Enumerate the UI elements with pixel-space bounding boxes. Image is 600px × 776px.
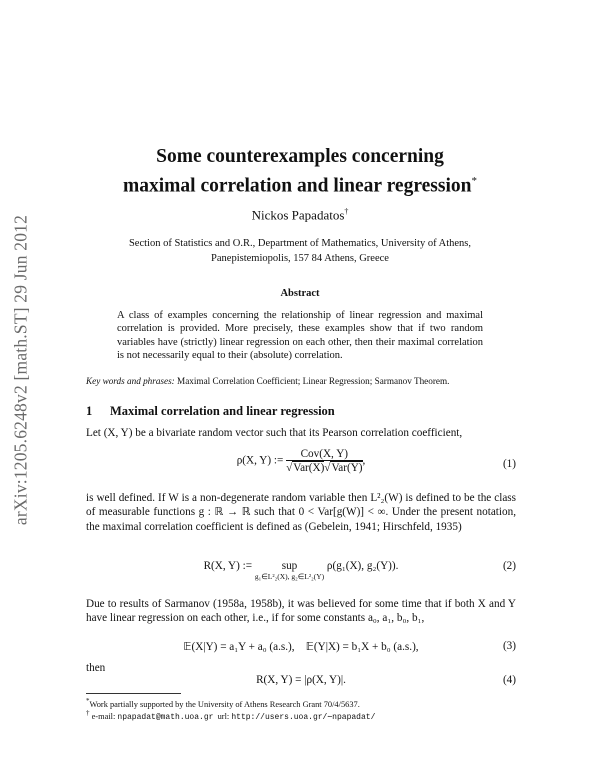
- equation-4: [86, 674, 516, 690]
- footnote-email-link[interactable]: npapadat@math.uoa.gr: [117, 712, 214, 722]
- paragraph-4: then: [86, 662, 106, 674]
- footnote-2-mark: †: [86, 709, 90, 717]
- equation-1: [86, 448, 516, 484]
- eq3-text: 𝔼(X|Y) = a₁Y + a₀ (a.s.), 𝔼(Y|X) = b₁X + b₀ (a.s.),: [183, 641, 419, 653]
- eq2-operator: [255, 560, 324, 581]
- footnote-1-text: Work partially supported by the University of Athens Research Grant 70/4/5637.: [89, 699, 360, 709]
- eq2-rhs: ρ(g₁(X), g₂(Y)).: [326, 560, 399, 572]
- eq1-tail: ,: [362, 454, 366, 467]
- eq2-label: (2): [502, 560, 516, 572]
- footnote-rule: [86, 693, 181, 694]
- title-line-1: Some counterexamples concerning: [156, 146, 444, 167]
- footnote-2-url-label: url:: [217, 711, 230, 721]
- title-footnote-mark: *: [471, 175, 477, 187]
- affiliation-line-2: Panepistemiopolis, 157 84 Athens, Greece: [211, 253, 389, 264]
- eq4-text: R(X, Y) = |ρ(X, Y)|.: [256, 674, 346, 686]
- paragraph-2: is well defined. If W is a non-degenerate random variable then L²₂(W) is defined to be the class of measurable functions g : ℝ → ℝ such that 0 < Var[g(W)] < ∞. Under the present notation, the maximal correlation coefficient is defined as (Gebelein, 1941; Hirschfeld, 1935): [86, 492, 516, 533]
- title-line-2: maximal correlation and linear regression: [123, 175, 472, 197]
- eq1-den-a: Var(X): [293, 462, 325, 474]
- abstract-text: A class of examples concerning the relationship of linear regression and maximal correlation is provided. More precisely, these examples show that if two random variables have (strictly) linear regression on each other, then their maximal correlation is not necessarily equal to their (absolute) correlation.: [117, 310, 483, 362]
- equation-3: [86, 640, 516, 656]
- footnote-2: [86, 709, 516, 722]
- paragraph-3: Due to results of Sarmanov (1958a, 1958b), it was believed for some time that if both X and Y have linear regression on each other, i.e., if for some constants a₀, a₁, b₀, b₁,: [86, 598, 516, 625]
- author-footnote-mark: †: [344, 207, 349, 216]
- eq1-fraction: [286, 448, 362, 474]
- eq1-den-b: Var(Y): [331, 462, 363, 474]
- eq1-label: (1): [502, 458, 516, 470]
- eq1-denominator: √Var(X)√Var(Y): [286, 462, 363, 474]
- eq1-numerator: Cov(X, Y): [286, 448, 362, 461]
- equation-2: [86, 560, 516, 588]
- arxiv-identifier-text: arXiv:1205.6248v2 [math.ST] 29 Jun 2012: [10, 214, 31, 526]
- eq2-subscript: g₁∈L²₂(X), g₂∈L²₂(Y): [254, 572, 325, 581]
- section-heading: [86, 404, 516, 419]
- keywords-label: Key words and phrases:: [86, 376, 175, 386]
- author-name: Nickos Papadatos: [251, 207, 345, 223]
- affiliation-line-1: Section of Statistics and O.R., Department of Mathematics, University of Athens,: [128, 238, 472, 249]
- eq3-label: (3): [502, 640, 516, 652]
- arxiv-identifier: [10, 180, 32, 560]
- footnote-2-email-label: e-mail:: [91, 711, 116, 721]
- section-title: Maximal correlation and linear regression: [110, 404, 335, 418]
- paragraph-1: Let (X, Y) be a bivariate random vector such that its Pearson correlation coefficient,: [86, 427, 463, 439]
- paper-title: [80, 144, 520, 199]
- eq2-lhs: R(X, Y) :=: [203, 560, 253, 572]
- footnote-1-mark: *: [86, 697, 90, 705]
- footnote-url-link[interactable]: http://users.uoa.gr/∼npapadat/: [231, 712, 376, 722]
- eq1-lhs: ρ(X, Y) :=: [236, 454, 284, 467]
- keywords-text: Maximal Correlation Coefficient; Linear Regression; Sarmanov Theorem.: [177, 376, 450, 386]
- keywords: [86, 376, 516, 386]
- eq4-label: (4): [502, 674, 516, 686]
- eq2-sup: sup: [281, 560, 298, 572]
- affiliation: [95, 236, 505, 266]
- abstract-heading: Abstract: [280, 288, 320, 299]
- section-number: 1: [86, 404, 93, 418]
- footnote-1: [86, 697, 516, 709]
- author: [80, 207, 520, 223]
